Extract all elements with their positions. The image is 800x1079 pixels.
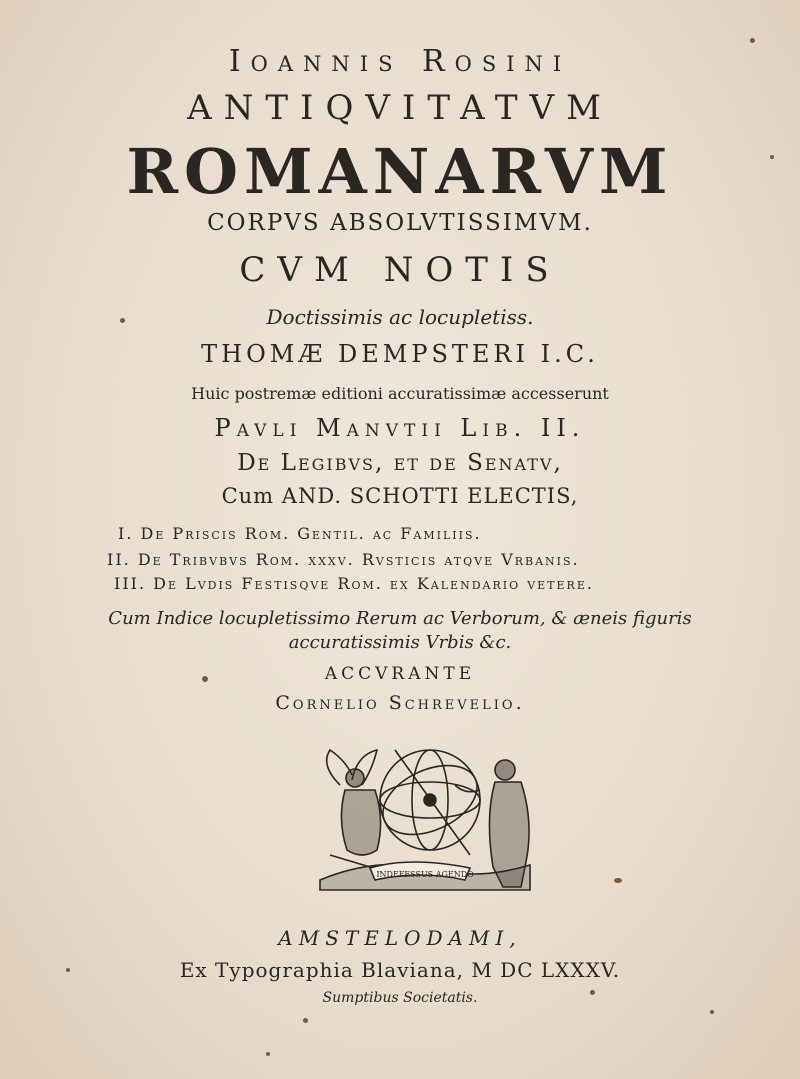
editor-name: THOMÆ DEMPSTERI I.C.: [201, 340, 599, 368]
foxing-spot: [303, 1018, 308, 1023]
foxing-spot: [202, 676, 208, 682]
foxing-spot: [750, 38, 755, 43]
foxing-spot: [770, 155, 774, 159]
schrevelius-line: Cornelio Schrevelio.: [275, 692, 525, 714]
title-line-antiquitatum: ANTIQVITATVM: [187, 88, 613, 128]
notes-subtitle: Doctissimis ac locupletiss.: [266, 305, 534, 329]
foxing-spot: [66, 968, 70, 972]
accurante-line: ACCVRANTE: [324, 664, 476, 684]
schotti-line: Cum AND. SCHOTTI ELECTIS,: [221, 484, 579, 508]
contents-item-3: III. De Lvdis Festisqve Rom. ex Kalendario vetere.: [114, 574, 594, 593]
index-line-2: accuratissimis Vrbis &c.: [288, 632, 512, 653]
addition-note: Huic postremæ editioni accuratissimæ accesserunt: [191, 384, 609, 403]
foxing-spot: [590, 990, 595, 995]
contents-item-1: I. De Priscis Rom. Gentil. ac Familiis.: [118, 524, 482, 543]
author-name: Ioannis Rosini: [228, 44, 572, 79]
imprint-printer: Ex Typographia Blaviana, M DC LXXXV.: [179, 958, 621, 982]
foxing-spot: [614, 878, 622, 883]
device-motto: INDEFESSUS AGENDO: [376, 870, 474, 879]
legibus-line: De Legibvs, et de Senatv,: [237, 450, 563, 476]
title-line-corpus: CORPVS ABSOLVTISSIMVM.: [207, 210, 593, 236]
printer-device-woodcut: [300, 730, 550, 915]
notes-heading: CVM NOTIS: [239, 250, 561, 290]
foxing-spot: [710, 1010, 714, 1014]
manutius-line: Pavli Manvtii Lib. II.: [214, 414, 586, 442]
foxing-spot: [266, 1052, 270, 1056]
imprint-place: AMSTELODAMI,: [278, 926, 522, 950]
imprint-sumptibus: Sumptibus Societatis.: [322, 990, 478, 1006]
contents-item-2: II. De Tribvbvs Rom. xxxv. Rvsticis atqve Vrbanis.: [107, 550, 580, 569]
foxing-spot: [120, 318, 125, 323]
title-line-romanarum: ROMANARVM: [126, 135, 674, 208]
index-line-1: Cum Indice locupletissimo Rerum ac Verborum, & æneis figuris: [108, 608, 692, 629]
